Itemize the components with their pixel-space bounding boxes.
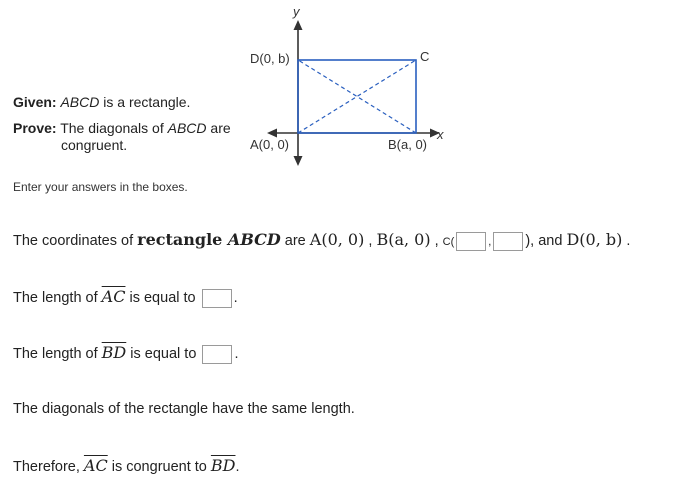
q1-point-b: B(a, 0) xyxy=(376,230,431,249)
point-d-label: D(0, b) xyxy=(250,51,290,66)
rectangle-abcd xyxy=(298,60,416,133)
prove-figure-name: ABCD xyxy=(167,120,207,136)
q1-are: are xyxy=(280,233,310,249)
segment-bd: $\overline{BD}$ xyxy=(101,343,127,362)
c-x-coordinate-input[interactable] xyxy=(456,232,486,251)
length-ac-input[interactable] xyxy=(202,289,232,308)
conclusion-segment-bd: $\overline{BD}$ xyxy=(210,456,236,475)
prove-statement xyxy=(13,120,243,137)
q1-point-d: D(0, b) xyxy=(566,230,623,249)
length-ac-question xyxy=(13,287,238,308)
q1-comma1: , xyxy=(364,233,377,249)
q3-mid: is equal to xyxy=(126,346,201,362)
given-figure-name: ABCD xyxy=(60,94,100,110)
point-a-label: A(0, 0) xyxy=(250,137,290,152)
diagonal-ac xyxy=(298,60,416,133)
q1-comma2: , xyxy=(430,233,443,249)
c-y-coordinate-input[interactable] xyxy=(493,232,523,251)
q1-pre: The coordinates of xyxy=(13,233,138,249)
q2-end: . xyxy=(233,290,238,306)
y-axis-label: y xyxy=(293,4,300,19)
q3-end: . xyxy=(234,346,239,362)
point-b-label: B(a, 0) xyxy=(388,137,428,152)
given-label: Given: xyxy=(13,94,57,110)
q1-rect-word: rectangle xyxy=(137,230,228,249)
x-axis-label: x xyxy=(437,127,444,142)
y-axis-arrow-up xyxy=(294,20,303,30)
length-bd-question xyxy=(13,343,238,364)
q2-mid: is equal to xyxy=(125,290,200,306)
conclusion-mid: is congruent to xyxy=(107,459,211,475)
q1-box-sep: , xyxy=(488,236,492,248)
coordinates-question xyxy=(13,230,630,251)
given-statement xyxy=(13,94,190,111)
prove-text-continued: congruent. xyxy=(61,137,128,153)
conclusion-statement xyxy=(13,456,240,475)
q2-pre: The length of xyxy=(13,290,102,306)
q1-c-suffix: ), and xyxy=(525,233,567,249)
q1-rect-name: ABCD xyxy=(227,230,281,249)
instruction-text: Enter your answers in the boxes. xyxy=(13,180,188,194)
prove-label: Prove: xyxy=(13,120,57,136)
q1-point-a: A(0, 0) xyxy=(309,230,365,249)
q3-pre: The length of xyxy=(13,346,102,362)
y-axis-arrow-down xyxy=(294,156,303,166)
diagonal-bd xyxy=(298,60,416,133)
conclusion-pre: Therefore, xyxy=(13,459,84,475)
diagonals-statement: The diagonals of the rectangle have the same length. xyxy=(13,401,355,417)
q1-end: . xyxy=(622,233,631,249)
point-c-label: C xyxy=(420,49,430,64)
segment-ac: $\overline{AC}$ xyxy=(101,287,126,306)
given-text: is a rectangle. xyxy=(99,94,191,110)
conclusion-end: . xyxy=(235,459,240,475)
prove-text-pre: The diagonals of xyxy=(56,120,168,136)
length-bd-input[interactable] xyxy=(202,345,232,364)
conclusion-segment-ac: $\overline{AC}$ xyxy=(83,456,108,475)
q1-c-prefix: C( xyxy=(442,236,455,248)
prove-text-post: are xyxy=(206,120,231,136)
